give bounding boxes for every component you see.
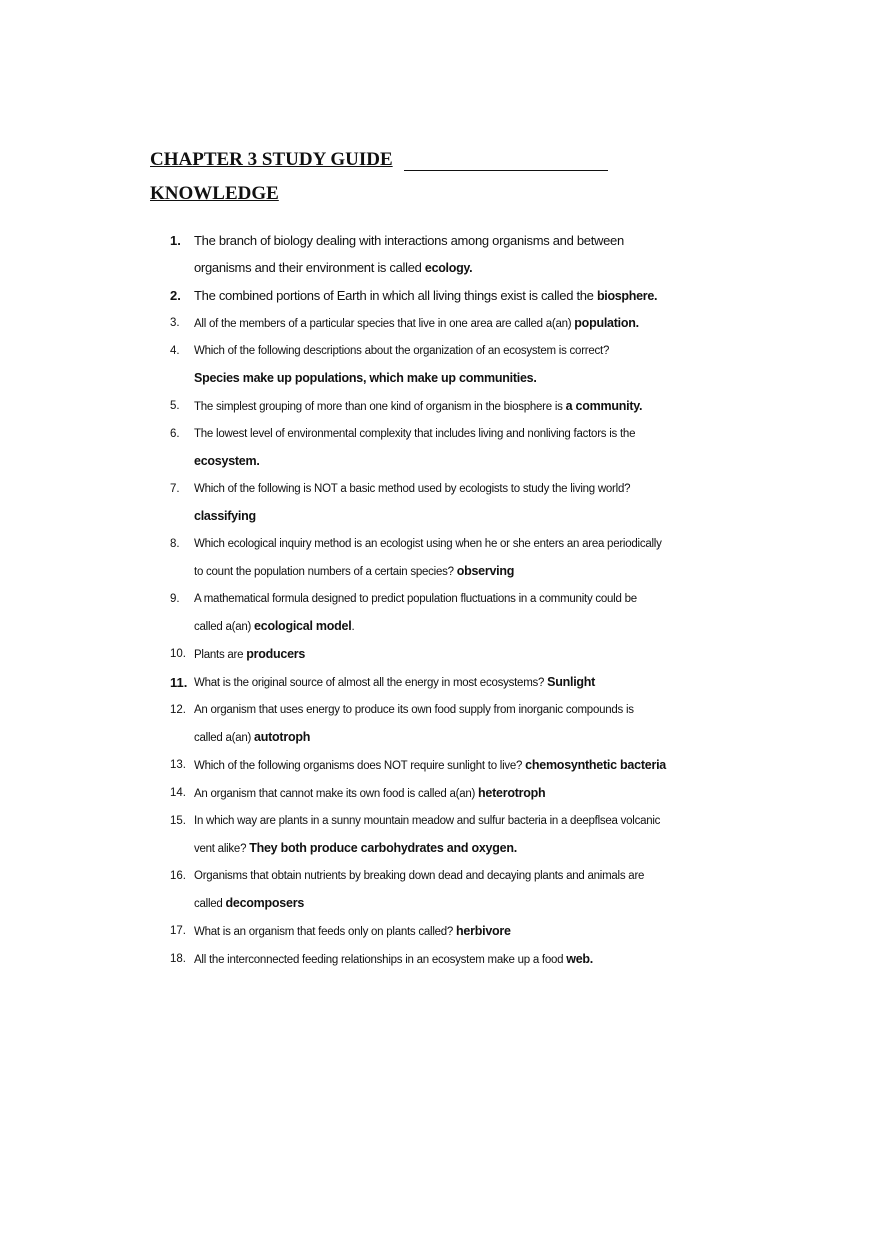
answer-text: chemosynthetic bacteria <box>525 758 666 772</box>
item-number: 10. <box>170 648 186 660</box>
list-item <box>170 393 750 421</box>
question-text: What is an organism that feeds only on plants called? <box>194 926 457 938</box>
question-text: All of the members of a particular species that live in one area are called a(an) <box>194 318 575 330</box>
item-number: 17. <box>170 925 186 937</box>
answer-text: ecosystem. <box>194 454 260 468</box>
item-number: 1. <box>170 233 181 248</box>
item-number: 15. <box>170 815 186 827</box>
answer-text: ecological model <box>254 619 352 633</box>
answer-text: producers <box>246 647 306 661</box>
item-number: 9. <box>170 593 180 605</box>
list-item <box>170 421 750 476</box>
question-text: The branch of biology dealing with interactions among organisms and between <box>194 233 624 248</box>
question-text: Plants are <box>194 649 247 661</box>
list-item <box>170 918 750 946</box>
answer-text: Sunlight <box>547 675 596 689</box>
question-list <box>170 227 750 974</box>
item-number: 12. <box>170 704 186 716</box>
question-text: Which of the following organisms does NOT require sunlight to live? <box>194 760 526 772</box>
question-text: What is the original source of almost all the energy in most ecosystems? <box>194 677 548 689</box>
item-number: 11. <box>170 675 188 690</box>
item-number: 18. <box>170 953 186 965</box>
item-number: 8. <box>170 538 180 550</box>
question-text: called <box>194 898 226 910</box>
list-item <box>170 946 750 974</box>
list-item <box>170 641 750 669</box>
item-number: 13. <box>170 759 186 771</box>
answer-text: biosphere. <box>596 289 658 303</box>
question-text: Organisms that obtain nutrients by breaking down dead and decaying plants and animals are <box>194 870 645 882</box>
title-underline <box>404 170 608 171</box>
question-text: An organism that uses energy to produce its own food supply from inorganic compounds is <box>194 704 634 716</box>
answer-text: herbivore <box>456 924 511 938</box>
list-item <box>170 669 750 697</box>
answer-text: They both produce carbohydrates and oxygen. <box>249 841 517 855</box>
answer-text: Species make up populations, which make up communities. <box>194 371 537 385</box>
item-number: 14. <box>170 787 186 799</box>
item-number: 5. <box>170 400 180 412</box>
section-heading: KNOWLEDGE <box>150 183 279 204</box>
answer-text: population. <box>574 316 639 330</box>
question-text: The combined portions of Earth in which all living things exist is called the <box>194 288 597 303</box>
answer-text: web. <box>566 952 594 966</box>
list-item <box>170 863 750 918</box>
item-number: 7. <box>170 483 180 495</box>
question-text: The lowest level of environmental complexity that includes living and nonliving factors is the <box>194 428 636 440</box>
list-item <box>170 338 750 393</box>
list-item <box>170 808 750 863</box>
answer-text: ecology. <box>424 261 473 275</box>
item-number: 3. <box>170 317 180 329</box>
question-text: vent alike? <box>194 843 250 855</box>
question-text: A mathematical formula designed to predict population fluctuations in a community could be <box>194 593 637 605</box>
item-number: 16. <box>170 870 186 882</box>
answer-text: a community. <box>565 399 643 413</box>
list-item <box>170 586 750 641</box>
list-item <box>170 780 750 808</box>
item-number: 2. <box>170 288 181 303</box>
question-text: All the interconnected feeding relationships in an ecosystem make up a food <box>194 954 567 966</box>
list-item <box>170 476 750 531</box>
answer-text: autotroph <box>254 730 311 744</box>
item-number: 4. <box>170 345 180 357</box>
question-text: Which of the following descriptions about the organization of an ecosystem is correct? <box>194 345 610 357</box>
question-text: to count the population numbers of a certain species? <box>194 566 457 578</box>
question-text: Which ecological inquiry method is an ecologist using when he or she enters an area periodically <box>194 538 662 550</box>
question-text: Which of the following is NOT a basic method used by ecologists to study the living world? <box>194 483 631 495</box>
question-text: The simplest grouping of more than one kind of organism in the biosphere is <box>194 401 566 413</box>
list-item <box>170 310 750 338</box>
question-text: called a(an) <box>194 621 255 633</box>
answer-text: classifying <box>194 509 256 523</box>
question-text: called a(an) <box>194 732 255 744</box>
list-item <box>170 227 750 282</box>
question-text: organisms and their environment is called <box>194 260 425 275</box>
question-text: In which way are plants in a sunny mountain meadow and sulfur bacteria in a deepflsea volcanic <box>194 815 661 827</box>
answer-text: observing <box>456 564 515 578</box>
question-text: An organism that cannot make its own food is called a(an) <box>194 788 479 800</box>
item-number: 6. <box>170 428 180 440</box>
list-item <box>170 282 750 310</box>
answer-tail: . <box>351 621 355 633</box>
page-title: CHAPTER 3 STUDY GUIDE <box>150 149 393 170</box>
list-item <box>170 752 750 780</box>
list-item <box>170 531 750 586</box>
list-item <box>170 697 750 752</box>
answer-text: decomposers <box>225 896 305 910</box>
answer-text: heterotroph <box>478 786 546 800</box>
